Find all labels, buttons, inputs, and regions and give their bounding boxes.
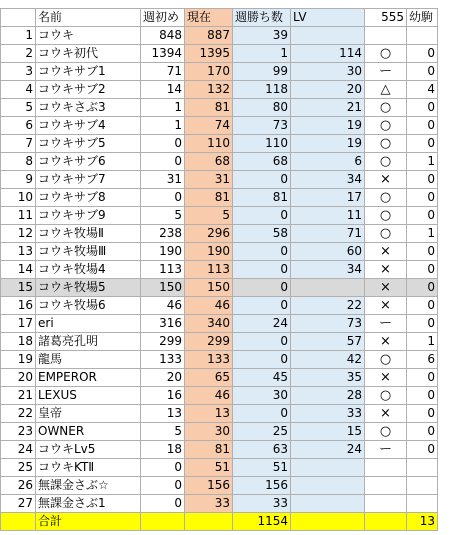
weekstart-cell[interactable]: 190: [141, 243, 185, 261]
young-cell[interactable]: 0: [407, 261, 438, 279]
current-cell[interactable]: 150: [185, 279, 233, 297]
name-cell[interactable]: コウキサブ5: [36, 135, 141, 153]
row-number[interactable]: 17: [1, 315, 36, 333]
weekstart-cell[interactable]: 13: [141, 405, 185, 423]
weekstart-cell[interactable]: 0: [141, 459, 185, 477]
name-cell[interactable]: 諸葛亮孔明: [36, 333, 141, 351]
table-row: [1, 405, 438, 423]
weekgain-cell[interactable]: 33: [233, 495, 291, 513]
current-cell[interactable]: 170: [185, 63, 233, 81]
lv-cell[interactable]: 28: [291, 387, 365, 405]
name-cell[interactable]: コウキ: [36, 27, 141, 45]
weekstart-cell[interactable]: 71: [141, 63, 185, 81]
row-number[interactable]: 12: [1, 225, 36, 243]
current-cell[interactable]: 13: [185, 405, 233, 423]
weekgain-cell[interactable]: 68: [233, 153, 291, 171]
weekgain-cell[interactable]: 0: [233, 333, 291, 351]
young-cell[interactable]: 0: [407, 135, 438, 153]
lv-cell[interactable]: 34: [291, 261, 365, 279]
young-cell[interactable]: 0: [407, 279, 438, 297]
row-number[interactable]: 14: [1, 261, 36, 279]
name-cell[interactable]: コウキさぶ3: [36, 99, 141, 117]
weekgain-cell[interactable]: 0: [233, 243, 291, 261]
name-cell[interactable]: コウキ牧場5: [36, 279, 141, 297]
name-cell[interactable]: コウキサブ4: [36, 117, 141, 135]
weekgain-cell[interactable]: 156: [233, 477, 291, 495]
row-number[interactable]: 23: [1, 423, 36, 441]
weekgain-cell[interactable]: 0: [233, 279, 291, 297]
lv-cell[interactable]: 19: [291, 135, 365, 153]
weekstart-cell[interactable]: 238: [141, 225, 185, 243]
name-cell[interactable]: コウキサブ2: [36, 81, 141, 99]
lv-cell[interactable]: 57: [291, 333, 365, 351]
young-cell[interactable]: 0: [407, 369, 438, 387]
weekgain-cell[interactable]: 30: [233, 387, 291, 405]
weekstart-cell[interactable]: 1: [141, 117, 185, 135]
status-555-cell[interactable]: ○: [365, 225, 407, 243]
lv-cell[interactable]: 33: [291, 405, 365, 423]
table-row: [1, 63, 438, 81]
table-row: [1, 171, 438, 189]
current-cell[interactable]: 51: [185, 459, 233, 477]
row-number[interactable]: 15: [1, 279, 36, 297]
status-555-cell[interactable]: ○: [365, 99, 407, 117]
weekgain-cell[interactable]: 99: [233, 63, 291, 81]
name-cell[interactable]: 皇帝: [36, 405, 141, 423]
lv-cell[interactable]: 22: [291, 297, 365, 315]
weekgain-cell[interactable]: 0: [233, 171, 291, 189]
table-row: [1, 297, 438, 315]
row-number[interactable]: 8: [1, 153, 36, 171]
current-cell[interactable]: 340: [185, 315, 233, 333]
weekstart-cell[interactable]: 0: [141, 135, 185, 153]
weekstart-cell[interactable]: 316: [141, 315, 185, 333]
current-cell[interactable]: 190: [185, 243, 233, 261]
weekstart-cell[interactable]: 20: [141, 369, 185, 387]
young-cell[interactable]: 0: [407, 171, 438, 189]
status-555-cell[interactable]: ○: [365, 423, 407, 441]
status-555-cell[interactable]: ー: [365, 441, 407, 459]
young-cell[interactable]: [407, 495, 438, 513]
total-blank[interactable]: [141, 513, 185, 531]
current-cell[interactable]: 296: [185, 225, 233, 243]
weekgain-cell[interactable]: 0: [233, 297, 291, 315]
young-cell[interactable]: 0: [407, 117, 438, 135]
lv-cell[interactable]: 114: [291, 45, 365, 63]
table-row: [1, 99, 438, 117]
lv-cell[interactable]: 19: [291, 117, 365, 135]
row-number[interactable]: 3: [1, 63, 36, 81]
current-cell[interactable]: 81: [185, 441, 233, 459]
current-cell[interactable]: 110: [185, 135, 233, 153]
weekgain-cell[interactable]: 63: [233, 441, 291, 459]
name-cell[interactable]: 無課金さぶ☆: [36, 477, 141, 495]
weekgain-cell[interactable]: 58: [233, 225, 291, 243]
weekstart-cell[interactable]: 14: [141, 81, 185, 99]
total-row: [1, 513, 438, 531]
header-current[interactable]: 現在: [185, 9, 233, 27]
status-555-cell[interactable]: ○: [365, 207, 407, 225]
row-number[interactable]: 22: [1, 405, 36, 423]
row-number[interactable]: 6: [1, 117, 36, 135]
weekgain-cell[interactable]: 24: [233, 315, 291, 333]
current-cell[interactable]: 299: [185, 333, 233, 351]
name-cell[interactable]: コウキ牧場6: [36, 297, 141, 315]
row-number[interactable]: 24: [1, 441, 36, 459]
lv-cell[interactable]: 35: [291, 369, 365, 387]
young-cell[interactable]: 4: [407, 81, 438, 99]
row-number[interactable]: 4: [1, 81, 36, 99]
lv-cell[interactable]: 15: [291, 423, 365, 441]
current-cell[interactable]: 33: [185, 495, 233, 513]
table-row: [1, 135, 438, 153]
table-row: [1, 387, 438, 405]
status-555-cell[interactable]: ×: [365, 369, 407, 387]
weekstart-cell[interactable]: 133: [141, 351, 185, 369]
status-555-cell[interactable]: ○: [365, 351, 407, 369]
current-cell[interactable]: 132: [185, 81, 233, 99]
weekgain-cell[interactable]: 73: [233, 117, 291, 135]
name-cell[interactable]: コウキサブ9: [36, 207, 141, 225]
young-cell[interactable]: 0: [407, 207, 438, 225]
table-row: [1, 279, 438, 297]
name-cell[interactable]: コウキ牧場4: [36, 261, 141, 279]
status-555-cell[interactable]: ー: [365, 315, 407, 333]
weekgain-cell[interactable]: 0: [233, 261, 291, 279]
weekgain-cell[interactable]: 1: [233, 45, 291, 63]
name-cell[interactable]: EMPEROR: [36, 369, 141, 387]
name-cell[interactable]: コウキサブ8: [36, 189, 141, 207]
row-number[interactable]: 25: [1, 459, 36, 477]
weekstart-cell[interactable]: 31: [141, 171, 185, 189]
row-number[interactable]: 27: [1, 495, 36, 513]
current-cell[interactable]: 1395: [185, 45, 233, 63]
row-number[interactable]: 16: [1, 297, 36, 315]
young-cell[interactable]: 0: [407, 405, 438, 423]
young-cell[interactable]: 0: [407, 423, 438, 441]
current-cell[interactable]: 30: [185, 423, 233, 441]
lv-cell[interactable]: 20: [291, 81, 365, 99]
total-blank[interactable]: [365, 513, 407, 531]
current-cell[interactable]: 133: [185, 351, 233, 369]
status-555-cell[interactable]: △: [365, 81, 407, 99]
young-cell[interactable]: 1: [407, 153, 438, 171]
current-cell[interactable]: 46: [185, 297, 233, 315]
table-row: [1, 225, 438, 243]
name-cell[interactable]: コウキサブ1: [36, 63, 141, 81]
weekstart-cell[interactable]: 1394: [141, 45, 185, 63]
table-row: [1, 243, 438, 261]
table-row: [1, 27, 438, 45]
current-cell[interactable]: 81: [185, 189, 233, 207]
weekstart-cell[interactable]: 18: [141, 441, 185, 459]
table-row: [1, 189, 438, 207]
young-cell[interactable]: 0: [407, 189, 438, 207]
young-cell[interactable]: 1: [407, 333, 438, 351]
status-555-cell[interactable]: ×: [365, 171, 407, 189]
young-cell[interactable]: 0: [407, 387, 438, 405]
total-blank[interactable]: [291, 513, 365, 531]
weekstart-cell[interactable]: 5: [141, 207, 185, 225]
current-cell[interactable]: 887: [185, 27, 233, 45]
status-555-cell[interactable]: ー: [365, 63, 407, 81]
row-number[interactable]: 20: [1, 369, 36, 387]
row-number[interactable]: 19: [1, 351, 36, 369]
header-555[interactable]: 555: [365, 9, 407, 27]
status-555-cell[interactable]: ○: [365, 45, 407, 63]
young-cell[interactable]: 0: [407, 99, 438, 117]
name-cell[interactable]: コウキサブ7: [36, 171, 141, 189]
total-young[interactable]: 13: [407, 513, 438, 531]
status-555-cell[interactable]: ○: [365, 117, 407, 135]
header-young[interactable]: 幼駒: [407, 9, 438, 27]
status-555-cell[interactable]: ×: [365, 243, 407, 261]
status-555-cell[interactable]: ○: [365, 387, 407, 405]
young-cell[interactable]: [407, 27, 438, 45]
row-number[interactable]: 13: [1, 243, 36, 261]
lv-cell[interactable]: 42: [291, 351, 365, 369]
table-row: [1, 495, 438, 513]
row-number[interactable]: 26: [1, 477, 36, 495]
weekgain-cell[interactable]: 110: [233, 135, 291, 153]
data-table: [0, 8, 438, 531]
row-number[interactable]: 7: [1, 135, 36, 153]
status-555-cell[interactable]: ×: [365, 297, 407, 315]
header-weekgain[interactable]: 週勝ち数: [233, 9, 291, 27]
table-row: [1, 441, 438, 459]
young-cell[interactable]: 0: [407, 297, 438, 315]
current-cell[interactable]: 81: [185, 99, 233, 117]
lv-cell[interactable]: 11: [291, 207, 365, 225]
table-row: [1, 81, 438, 99]
current-cell[interactable]: 68: [185, 153, 233, 171]
young-cell[interactable]: 0: [407, 45, 438, 63]
name-cell[interactable]: コウキ初代: [36, 45, 141, 63]
weekstart-cell[interactable]: 1: [141, 99, 185, 117]
status-555-cell[interactable]: ×: [365, 333, 407, 351]
weekstart-cell[interactable]: 0: [141, 495, 185, 513]
table-row: [1, 117, 438, 135]
name-cell[interactable]: コウキ牧場Ⅲ: [36, 243, 141, 261]
young-cell[interactable]: [407, 459, 438, 477]
weekgain-cell[interactable]: 51: [233, 459, 291, 477]
weekstart-cell[interactable]: 0: [141, 153, 185, 171]
lv-cell[interactable]: [291, 477, 365, 495]
table-row: [1, 351, 438, 369]
current-cell[interactable]: 65: [185, 369, 233, 387]
lv-cell[interactable]: [291, 459, 365, 477]
row-number[interactable]: 1: [1, 27, 36, 45]
current-cell[interactable]: 31: [185, 171, 233, 189]
current-cell[interactable]: 74: [185, 117, 233, 135]
name-cell[interactable]: 龍馬: [36, 351, 141, 369]
table-row: [1, 315, 438, 333]
row-number[interactable]: 11: [1, 207, 36, 225]
header-name[interactable]: 名前: [36, 9, 141, 27]
table-row: [1, 45, 438, 63]
row-number[interactable]: 9: [1, 171, 36, 189]
weekstart-cell[interactable]: 848: [141, 27, 185, 45]
weekgain-cell[interactable]: 81: [233, 189, 291, 207]
lv-cell[interactable]: 24: [291, 441, 365, 459]
weekstart-cell[interactable]: 16: [141, 387, 185, 405]
status-555-cell[interactable]: [365, 459, 407, 477]
weekstart-cell[interactable]: 5: [141, 423, 185, 441]
table-row: [1, 423, 438, 441]
young-cell[interactable]: 6: [407, 351, 438, 369]
weekgain-cell[interactable]: 39: [233, 27, 291, 45]
young-cell[interactable]: 1: [407, 225, 438, 243]
header-lv[interactable]: LV: [291, 9, 365, 27]
weekstart-cell[interactable]: 46: [141, 297, 185, 315]
weekstart-cell[interactable]: 0: [141, 477, 185, 495]
row-number[interactable]: 21: [1, 387, 36, 405]
current-cell[interactable]: 113: [185, 261, 233, 279]
total-blank[interactable]: [185, 513, 233, 531]
status-555-cell[interactable]: [365, 495, 407, 513]
name-cell[interactable]: OWNER: [36, 423, 141, 441]
lv-cell[interactable]: [291, 495, 365, 513]
young-cell[interactable]: 0: [407, 315, 438, 333]
name-cell[interactable]: コウキKTⅡ: [36, 459, 141, 477]
status-555-cell[interactable]: ○: [365, 153, 407, 171]
current-cell[interactable]: 5: [185, 207, 233, 225]
lv-cell[interactable]: 73: [291, 315, 365, 333]
header-no[interactable]: [1, 9, 36, 27]
lv-cell[interactable]: 21: [291, 99, 365, 117]
total-weekgain[interactable]: 1154: [233, 513, 291, 531]
status-555-cell[interactable]: ×: [365, 405, 407, 423]
header-row: [1, 9, 438, 27]
lv-cell[interactable]: 60: [291, 243, 365, 261]
table-row: [1, 477, 438, 495]
total-label[interactable]: 合計: [36, 513, 141, 531]
weekgain-cell[interactable]: 0: [233, 207, 291, 225]
weekstart-cell[interactable]: 150: [141, 279, 185, 297]
young-cell[interactable]: 0: [407, 63, 438, 81]
name-cell[interactable]: LEXUS: [36, 387, 141, 405]
row-number[interactable]: 2: [1, 45, 36, 63]
young-cell[interactable]: 0: [407, 441, 438, 459]
table-row: [1, 261, 438, 279]
weekgain-cell[interactable]: 118: [233, 81, 291, 99]
lv-cell[interactable]: 6: [291, 153, 365, 171]
current-cell[interactable]: 156: [185, 477, 233, 495]
status-555-cell[interactable]: [365, 477, 407, 495]
lv-cell[interactable]: [291, 279, 365, 297]
weekstart-cell[interactable]: 0: [141, 189, 185, 207]
weekgain-cell[interactable]: 80: [233, 99, 291, 117]
table-row: [1, 459, 438, 477]
table-row: [1, 369, 438, 387]
name-cell[interactable]: コウキサブ6: [36, 153, 141, 171]
status-555-cell[interactable]: ×: [365, 279, 407, 297]
table-row: [1, 333, 438, 351]
weekgain-cell[interactable]: 25: [233, 423, 291, 441]
young-cell[interactable]: 0: [407, 243, 438, 261]
row-number[interactable]: 18: [1, 333, 36, 351]
name-cell[interactable]: コウキ牧場Ⅱ: [36, 225, 141, 243]
row-number[interactable]: 5: [1, 99, 36, 117]
weekstart-cell[interactable]: 113: [141, 261, 185, 279]
lv-cell[interactable]: 34: [291, 171, 365, 189]
table-row: [1, 207, 438, 225]
total-blank[interactable]: [1, 513, 36, 531]
weekgain-cell[interactable]: 0: [233, 351, 291, 369]
lv-cell[interactable]: 17: [291, 189, 365, 207]
header-weekstart[interactable]: 週初め: [141, 9, 185, 27]
status-555-cell[interactable]: ×: [365, 261, 407, 279]
lv-cell[interactable]: 30: [291, 63, 365, 81]
lv-cell[interactable]: [291, 27, 365, 45]
name-cell[interactable]: コウキLv5: [36, 441, 141, 459]
current-cell[interactable]: 46: [185, 387, 233, 405]
name-cell[interactable]: eri: [36, 315, 141, 333]
weekgain-cell[interactable]: 0: [233, 405, 291, 423]
weekstart-cell[interactable]: 299: [141, 333, 185, 351]
row-number[interactable]: 10: [1, 189, 36, 207]
name-cell[interactable]: 無課金さぶ1: [36, 495, 141, 513]
lv-cell[interactable]: 71: [291, 225, 365, 243]
status-555-cell[interactable]: [365, 27, 407, 45]
status-555-cell[interactable]: ○: [365, 189, 407, 207]
status-555-cell[interactable]: ○: [365, 135, 407, 153]
weekgain-cell[interactable]: 45: [233, 369, 291, 387]
young-cell[interactable]: [407, 477, 438, 495]
table-row: [1, 153, 438, 171]
